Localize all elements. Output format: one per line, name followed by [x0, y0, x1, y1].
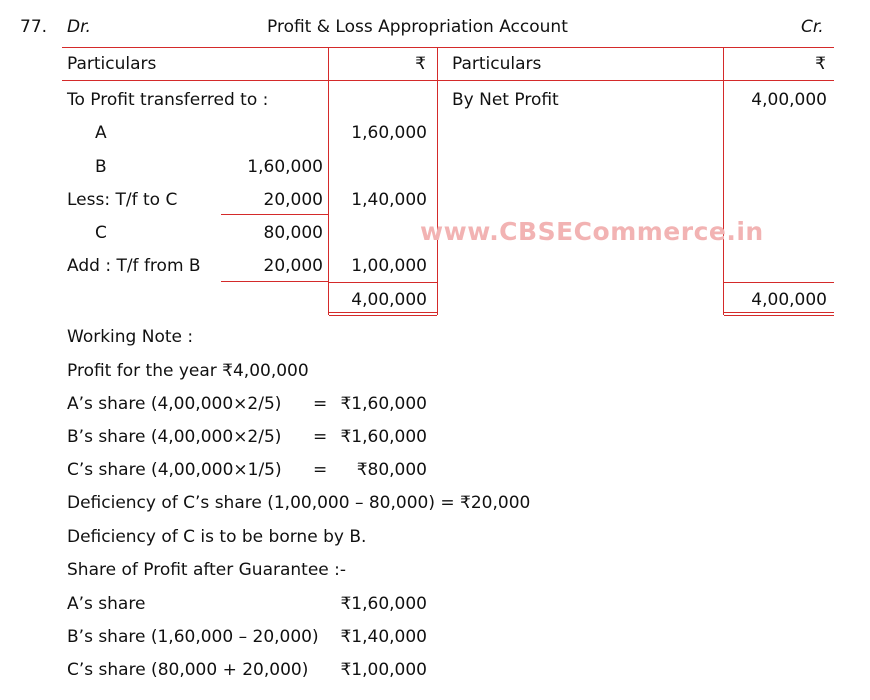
right-total-top-rule — [724, 282, 834, 283]
final-share-value: ₹1,60,000 — [340, 594, 427, 614]
left-total-bottom-rule-1 — [329, 312, 437, 313]
right-amount-divider — [723, 47, 724, 315]
left-amount-divider — [328, 47, 329, 315]
final-share-label: A’s share — [67, 594, 146, 614]
final-share-label: B’s share (1,60,000 – 20,000) — [67, 627, 319, 647]
debit-row-inner-amount: 80,000 — [263, 223, 323, 243]
credit-row-label: By Net Profit — [452, 90, 559, 110]
account-title: Profit & Loss Appropriation Account — [267, 17, 568, 37]
share-value: ₹80,000 — [356, 460, 427, 480]
share-equals: = — [313, 427, 328, 447]
debit-total: 4,00,000 — [351, 290, 427, 310]
debit-row-inner-amount: 20,000 — [263, 190, 323, 210]
final-share-label: C’s share (80,000 + 20,000) — [67, 660, 309, 680]
inner-calc-rule-c — [221, 281, 328, 282]
debit-row-outer-amount: 1,40,000 — [351, 190, 427, 210]
working-note-heading: Working Note : — [67, 327, 194, 347]
credit-total: 4,00,000 — [751, 290, 827, 310]
right-total-bottom-rule-2 — [724, 315, 834, 316]
borne-line: Deficiency of C is to be borne by B. — [67, 527, 367, 547]
right-total-bottom-rule-1 — [724, 312, 834, 313]
dr-label: Dr. — [67, 17, 91, 37]
profit-line: Profit for the year ₹4,00,000 — [67, 361, 309, 381]
inner-calc-rule-b — [221, 214, 328, 215]
table-top-rule — [62, 47, 834, 48]
left-total-bottom-rule-2 — [329, 315, 437, 316]
debit-row-label: A — [95, 123, 107, 143]
final-share-value: ₹1,40,000 — [340, 627, 427, 647]
share-label: A’s share (4,00,000×2/5) — [67, 394, 282, 414]
left-total-top-rule — [329, 282, 437, 283]
debit-row-inner-amount: 1,60,000 — [247, 157, 323, 177]
share-equals: = — [313, 394, 328, 414]
credit-row-amount: 4,00,000 — [751, 90, 827, 110]
watermark: www.CBSECommerce.in — [420, 217, 764, 246]
share-label: B’s share (4,00,000×2/5) — [67, 427, 282, 447]
debit-row-label: Add : T/f from B — [67, 256, 201, 276]
debit-row-label: Less: T/f to C — [67, 190, 178, 210]
question-number: 77. — [20, 17, 48, 37]
left-amount-header: ₹ — [415, 54, 426, 74]
debit-row-outer-amount: 1,00,000 — [351, 256, 427, 276]
left-particulars-header: Particulars — [67, 54, 157, 74]
cr-label: Cr. — [801, 17, 824, 37]
final-share-value: ₹1,00,000 — [340, 660, 427, 680]
share-value: ₹1,60,000 — [340, 427, 427, 447]
deficiency-line: Deficiency of C’s share (1,00,000 – 80,000) = ₹20,000 — [67, 493, 531, 513]
header-bottom-rule — [62, 80, 834, 81]
debit-row-label: To Profit transferred to : — [67, 90, 269, 110]
debit-row-outer-amount: 1,60,000 — [351, 123, 427, 143]
right-particulars-header: Particulars — [452, 54, 542, 74]
share-equals: = — [313, 460, 328, 480]
debit-row-label: C — [95, 223, 107, 243]
center-divider — [437, 47, 438, 315]
debit-row-inner-amount: 20,000 — [263, 256, 323, 276]
share-label: C’s share (4,00,000×1/5) — [67, 460, 282, 480]
share-value: ₹1,60,000 — [340, 394, 427, 414]
debit-row-label: B — [95, 157, 107, 177]
guarantee-heading: Share of Profit after Guarantee :- — [67, 560, 347, 580]
right-amount-header: ₹ — [815, 54, 826, 74]
